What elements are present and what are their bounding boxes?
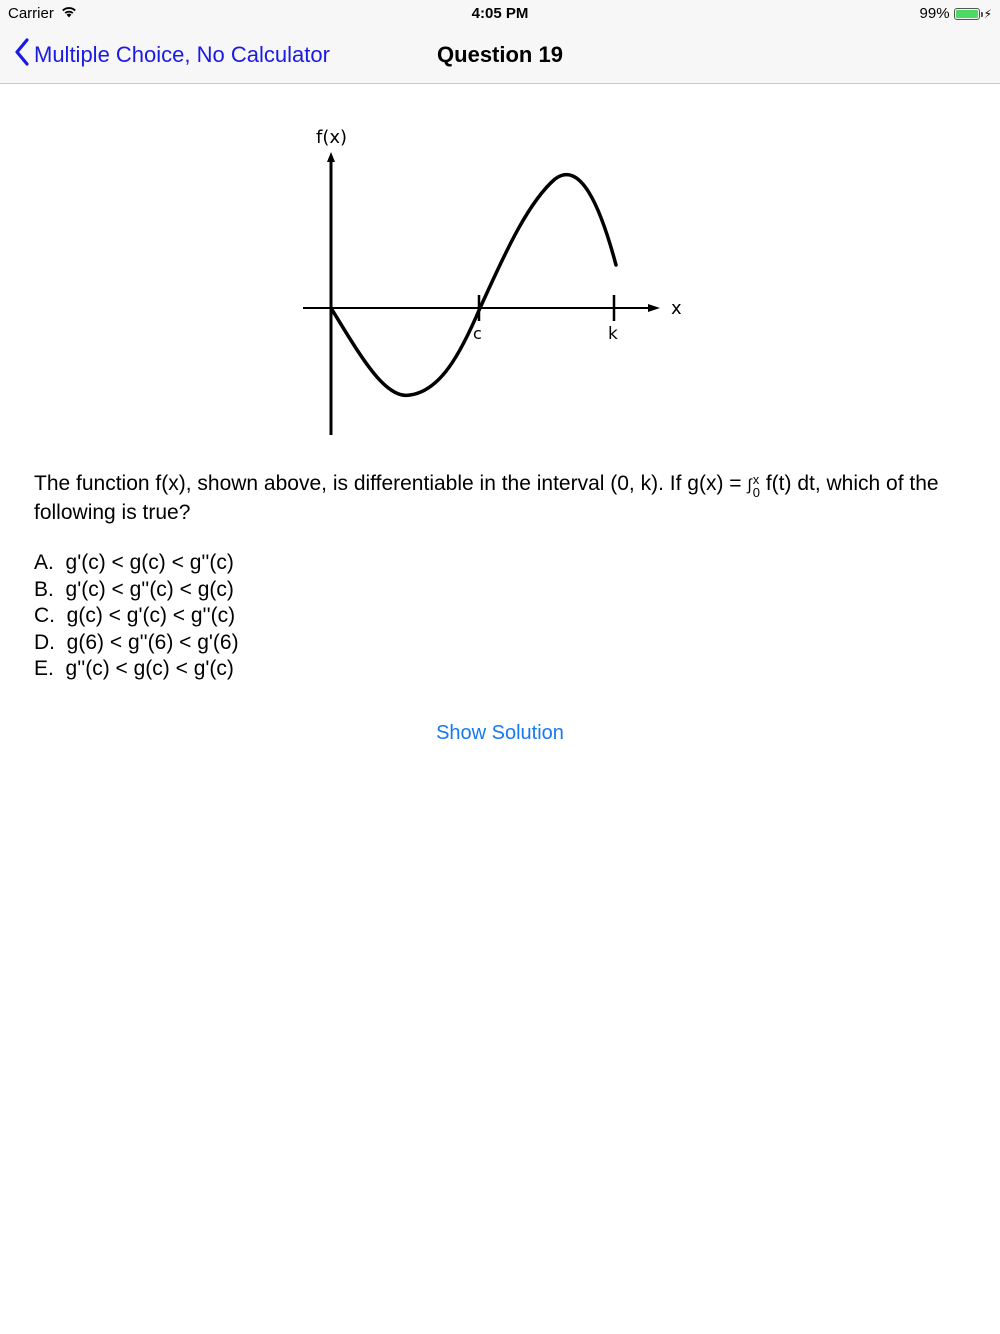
- answer-option-d: D. g(6) < g''(6) < g'(6): [34, 630, 239, 654]
- answer-option-b: B. g'(c) < g''(c) < g(c): [34, 577, 234, 601]
- show-solution-button[interactable]: Show Solution: [436, 722, 564, 744]
- answer-option-a: A. g'(c) < g(c) < g''(c): [34, 551, 234, 574]
- clock: 4:05 PM: [471, 5, 529, 22]
- x-axis-arrow: [648, 304, 660, 312]
- answer-option-e: E. g''(c) < g(c) < g'(c): [34, 657, 234, 680]
- k-label: k: [608, 324, 618, 344]
- integral-expression: [747, 471, 760, 499]
- function-graph: [290, 115, 710, 445]
- navigation-bar: [0, 28, 1000, 84]
- question-text-after: f(t) dt, which of the following is true?: [34, 472, 939, 525]
- graph-svg: [290, 115, 710, 445]
- answer-option-c: C. g(c) < g'(c) < g''(c): [34, 604, 236, 627]
- charging-bolt-icon: ⚡: [983, 6, 992, 21]
- y-axis-label: f(x): [316, 127, 348, 148]
- integral-symbol: ∫: [747, 477, 752, 495]
- answer-list: [34, 550, 239, 683]
- battery-indicator: [920, 5, 992, 22]
- page-title: Question 19: [437, 42, 563, 67]
- y-axis-arrow: [327, 152, 335, 162]
- battery-percent: 99%: [919, 5, 950, 22]
- c-label: c: [473, 324, 482, 343]
- battery-icon: [954, 8, 980, 20]
- carrier-label: Carrier: [8, 5, 54, 22]
- status-bar: [0, 0, 1000, 28]
- integral-lower-limit: 0: [752, 484, 760, 500]
- function-curve: [331, 175, 616, 396]
- x-axis-label: x: [671, 298, 682, 319]
- back-button-label: Multiple Choice, No Calculator: [34, 42, 330, 67]
- question-text-before: The function f(x), shown above, is differentiable in the interval (0, k). If g(x) =: [34, 472, 748, 495]
- question-text: [34, 470, 974, 526]
- integral-upper-limit: x: [752, 471, 760, 487]
